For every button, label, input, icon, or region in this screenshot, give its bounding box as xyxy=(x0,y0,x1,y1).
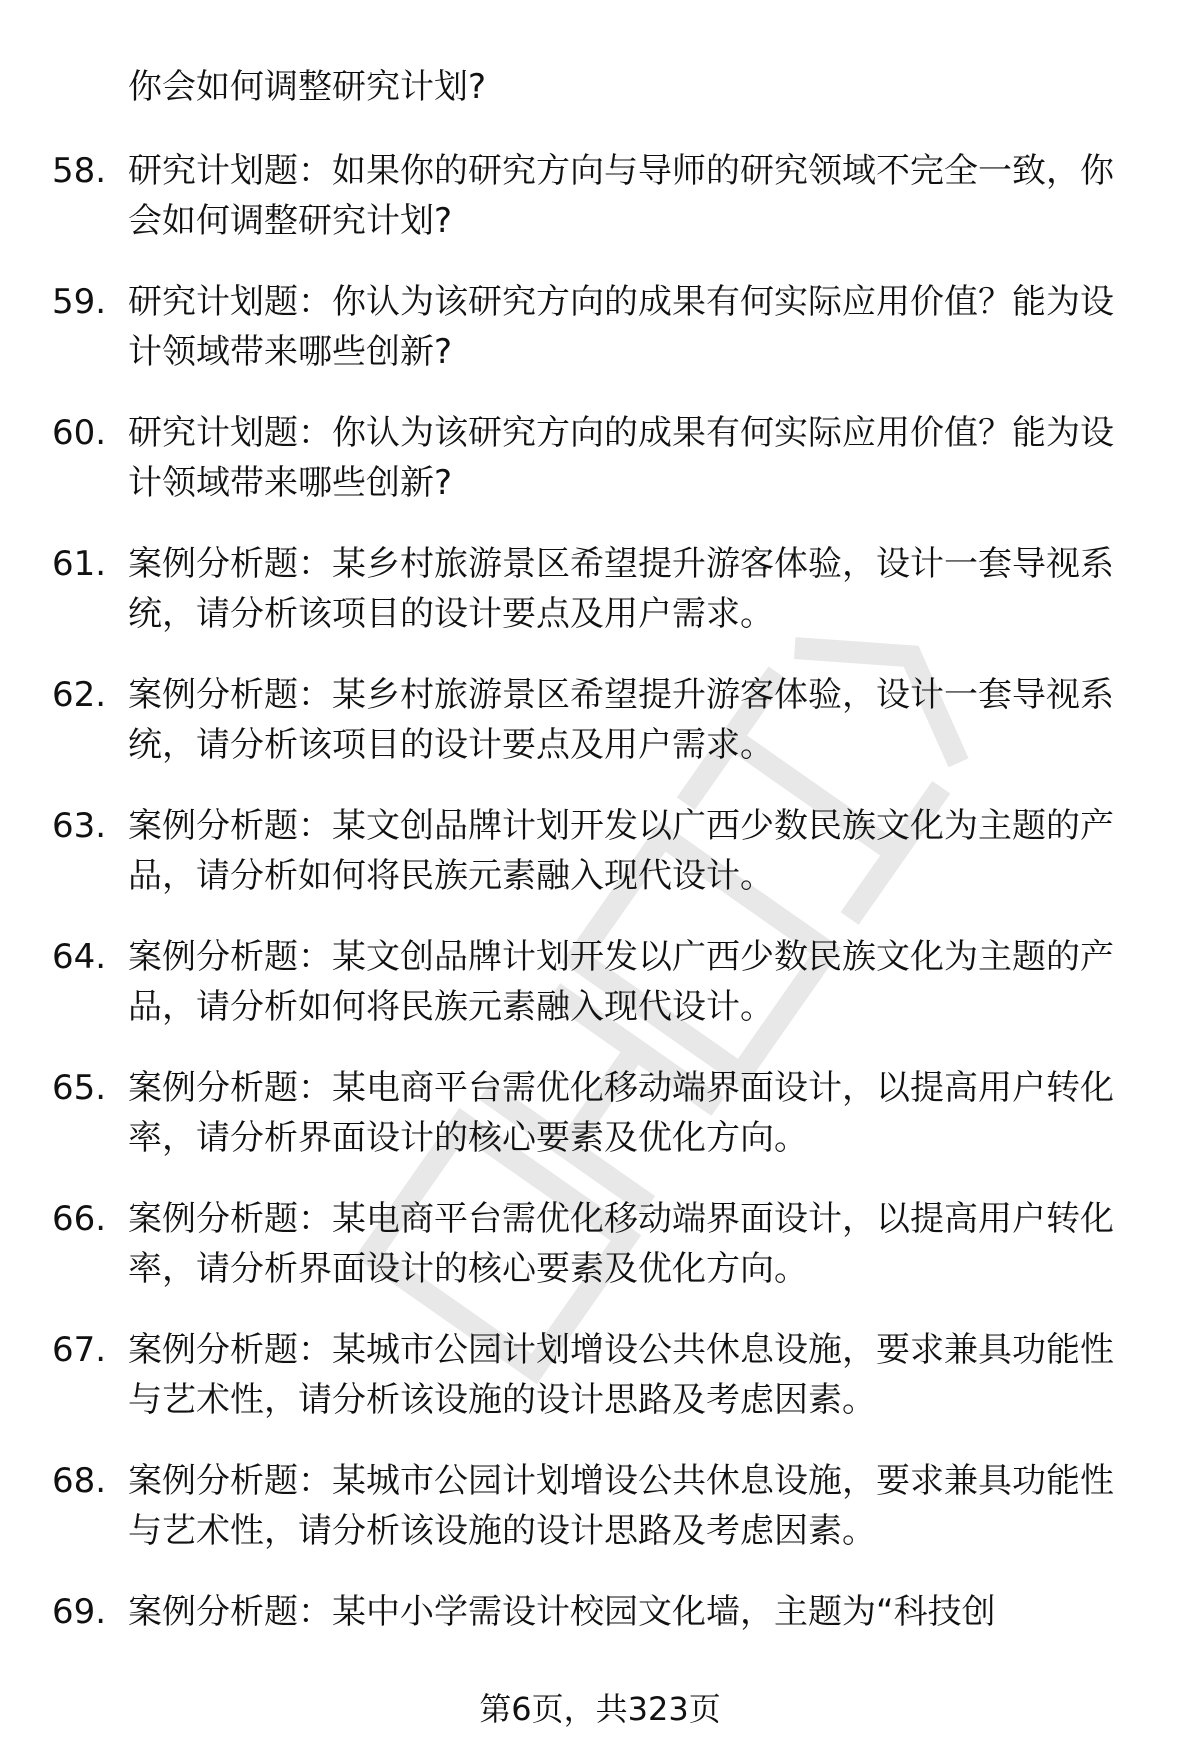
question-item xyxy=(0,277,1200,408)
question-number: 62. xyxy=(52,675,107,715)
question-number: 59. xyxy=(52,282,107,322)
question-number: 69. xyxy=(52,1592,107,1632)
question-list xyxy=(0,146,1200,1718)
question-text: 研究计划题：你认为该研究方向的成果有何实际应用价值？能为设计领域带来哪些创新? xyxy=(128,282,1114,372)
question-text: 案例分析题：某乡村旅游景区希望提升游客体验，设计一套导视系统，请分析该项目的设计要点及用户需求。 xyxy=(128,675,1114,765)
question-text: 案例分析题：某文创品牌计划开发以广西少数民族文化为主题的产品，请分析如何将民族元素融入现代设计。 xyxy=(128,806,1114,896)
question-number: 60. xyxy=(52,413,107,453)
question-item xyxy=(0,670,1200,801)
question-item xyxy=(0,146,1200,277)
question-item xyxy=(0,539,1200,670)
question-item xyxy=(0,1194,1200,1325)
question-text: 案例分析题：某文创品牌计划开发以广西少数民族文化为主题的产品，请分析如何将民族元素融入现代设计。 xyxy=(128,937,1114,1027)
question-number: 58. xyxy=(52,151,107,191)
question-item xyxy=(0,1456,1200,1587)
question-text: 案例分析题：某城市公园计划增设公共休息设施，要求兼具功能性与艺术性，请分析该设施的设计思路及考虑因素。 xyxy=(128,1330,1114,1420)
question-text: 案例分析题：某电商平台需优化移动端界面设计，以提高用户转化率，请分析界面设计的核心要素及优化方向。 xyxy=(128,1199,1114,1289)
question-item xyxy=(0,1063,1200,1194)
question-number: 68. xyxy=(52,1461,107,1501)
question-text: 案例分析题：某中小学需设计校园文化墙，主题为“科技创 xyxy=(128,1592,996,1632)
page-footer: 第6页，共323页 xyxy=(479,1690,721,1728)
question-number: 63. xyxy=(52,806,107,846)
continuation-text: 你会如何调整研究计划? xyxy=(128,67,487,107)
question-item xyxy=(0,1325,1200,1456)
question-number: 67. xyxy=(52,1330,107,1370)
question-number: 61. xyxy=(52,544,107,584)
question-item xyxy=(0,801,1200,932)
question-number: 65. xyxy=(52,1068,107,1108)
question-text: 案例分析题：某电商平台需优化移动端界面设计，以提高用户转化率，请分析界面设计的核心要素及优化方向。 xyxy=(128,1068,1114,1158)
question-text: 研究计划题：你认为该研究方向的成果有何实际应用价值？能为设计领域带来哪些创新? xyxy=(128,413,1114,503)
question-item xyxy=(0,408,1200,539)
question-text: 案例分析题：某乡村旅游景区希望提升游客体验，设计一套导视系统，请分析该项目的设计要点及用户需求。 xyxy=(128,544,1114,634)
question-text: 研究计划题：如果你的研究方向与导师的研究领域不完全一致，你会如何调整研究计划? xyxy=(128,151,1114,241)
question-number: 66. xyxy=(52,1199,107,1239)
question-text: 案例分析题：某城市公园计划增设公共休息设施，要求兼具功能性与艺术性，请分析该设施的设计思路及考虑因素。 xyxy=(128,1461,1114,1551)
question-number: 64. xyxy=(52,937,107,977)
question-item xyxy=(0,932,1200,1063)
